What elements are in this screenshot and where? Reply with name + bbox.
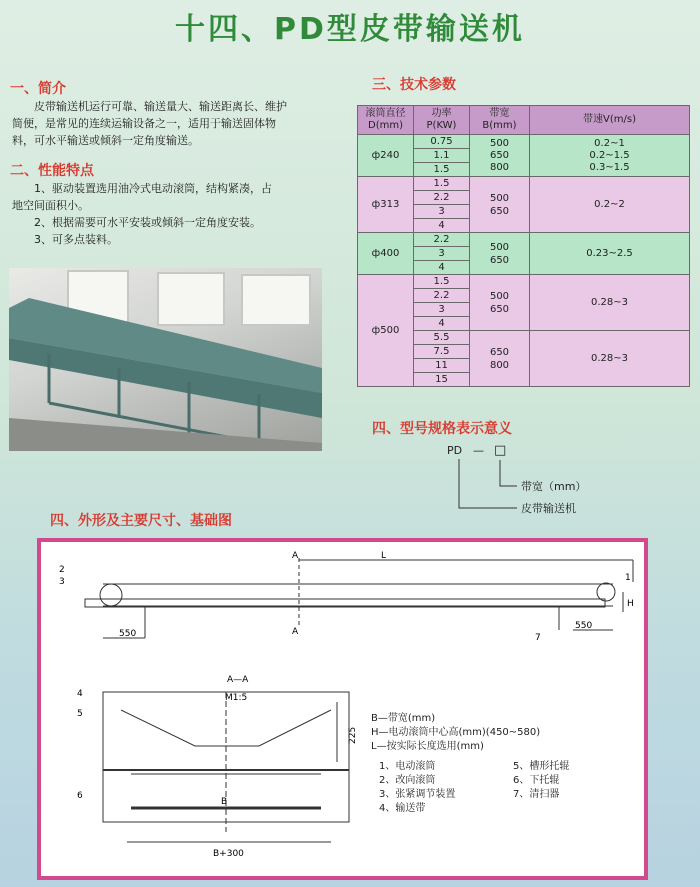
legend-line: L—按实际长度选用(mm): [371, 741, 484, 752]
cell-b: 500 650 800: [470, 135, 530, 177]
cell-p: 1.5: [414, 275, 470, 289]
dim-A-bottom: A: [292, 627, 299, 637]
legend-line: B—带宽(mm): [371, 713, 436, 724]
cell-d: ф240: [358, 135, 414, 177]
features-list: [12, 180, 342, 248]
legend-part: 6、下托辊: [513, 775, 560, 786]
cell-b: 500 650: [470, 177, 530, 233]
cell-d: ф400: [358, 233, 414, 275]
part-6-callout: 6: [77, 791, 83, 801]
cell-v: 0.28~3: [530, 331, 690, 387]
cell-p: 2.2: [414, 233, 470, 247]
cell-b: 500 650: [470, 233, 530, 275]
feature-item: 1、驱动装置选用油冷式电动滚筒，结构紧凑，占: [34, 182, 272, 195]
model-label-width: 带宽（mm）: [521, 480, 587, 493]
header-v: 带速V(m/s): [530, 106, 690, 135]
engineering-drawing: [41, 542, 644, 876]
dim-H: H: [627, 599, 634, 609]
cell-p: 4: [414, 261, 470, 275]
intro-text: [12, 98, 342, 149]
cell-p: 3: [414, 205, 470, 219]
params-heading: 三、技术参数: [372, 77, 456, 93]
cell-b: 500 650: [470, 275, 530, 331]
dim-B300: B+300: [213, 849, 244, 859]
cell-p: 15: [414, 373, 470, 387]
cell-p: 0.75: [414, 135, 470, 149]
part-3-callout: 3: [59, 577, 65, 587]
model-box: □: [494, 443, 507, 458]
intro-heading: 一、简介: [10, 81, 66, 97]
part-5-callout: 5: [77, 709, 83, 719]
model-code: PD: [447, 444, 463, 457]
spec-table: [357, 105, 690, 387]
cell-p: 4: [414, 219, 470, 233]
conveyor-photo: [9, 268, 322, 451]
cell-v: 0.2~1 0.2~1.5 0.3~1.5: [530, 135, 690, 177]
cell-v: 0.28~3: [530, 275, 690, 331]
part-7-callout: 7: [535, 633, 541, 643]
drawing-heading: 四、外形及主要尺寸、基础图: [50, 513, 232, 529]
legend-part: 1、电动滚筒: [379, 761, 436, 772]
cell-p: 1.5: [414, 177, 470, 191]
section-scale: M1:5: [225, 693, 248, 703]
cell-p: 3: [414, 247, 470, 261]
page-title: 十四、PD型皮带输送机: [175, 12, 525, 47]
model-dash: —: [473, 444, 484, 457]
cell-v: 0.23~2.5: [530, 233, 690, 275]
header-p: 功率 P(KW): [414, 106, 470, 135]
cell-p: 5.5: [414, 331, 470, 345]
model-heading: 四、型号规格表示意义: [372, 421, 512, 437]
feature-item: 3、可多点装料。: [34, 233, 118, 246]
header-b: 带宽 B(mm): [470, 106, 530, 135]
legend-part: 7、清扫器: [513, 789, 560, 800]
part-2-callout: 2: [59, 565, 65, 575]
table-header-row: [358, 106, 690, 135]
legend-part: 4、输送带: [379, 803, 426, 814]
legend-part: 5、槽形托辊: [513, 761, 570, 772]
feature-item: 地空间面积小。: [12, 199, 89, 212]
intro-line: 料，可水平输送或倾斜一定角度输送。: [12, 134, 199, 147]
legend-defs: [371, 712, 540, 754]
cell-d: ф500: [358, 275, 414, 387]
legend-line: H—电动滚筒中心高(mm)(450~580): [371, 727, 541, 738]
cell-b: 650 800: [470, 331, 530, 387]
header-d: 滚筒直径 D(mm): [358, 106, 414, 135]
drawing-frame: [37, 538, 648, 880]
model-diagram: [447, 444, 647, 524]
legend-parts-right: [513, 760, 569, 802]
dim-A-top: A: [292, 551, 299, 561]
cell-p: 2.2: [414, 289, 470, 303]
part-1-callout: 1: [625, 573, 631, 583]
legend-part: 3、张紧调节装置: [379, 789, 456, 800]
dim-550-left: 550: [119, 629, 137, 639]
intro-line: 皮带输送机运行可靠、输送量大、输送距离长、维护: [34, 100, 287, 113]
model-label-type: 皮带输送机: [521, 502, 576, 515]
cell-p: 2.2: [414, 191, 470, 205]
legend-part: 2、改向滚筒: [379, 775, 436, 786]
cell-v: 0.2~2: [530, 177, 690, 233]
cell-p: 11: [414, 359, 470, 373]
part-4-callout: 4: [77, 689, 83, 699]
dim-B: B: [221, 797, 228, 807]
dim-L: L: [381, 551, 387, 561]
cell-p: 1.1: [414, 149, 470, 163]
legend-parts-left: [379, 760, 455, 816]
cell-d: ф313: [358, 177, 414, 233]
intro-line: 简便，是常见的连续运输设备之一，适用于输送固体物: [12, 117, 276, 130]
dim-550-right: 550: [575, 621, 593, 631]
dim-225: 225: [348, 726, 358, 744]
feature-item: 2、根据需要可水平安装或倾斜一定角度安装。: [34, 216, 261, 229]
cell-p: 4: [414, 317, 470, 331]
cell-p: 3: [414, 303, 470, 317]
cell-p: 7.5: [414, 345, 470, 359]
section-title: A—A: [227, 675, 249, 685]
cell-p: 1.5: [414, 163, 470, 177]
features-heading: 二、性能特点: [10, 163, 94, 179]
